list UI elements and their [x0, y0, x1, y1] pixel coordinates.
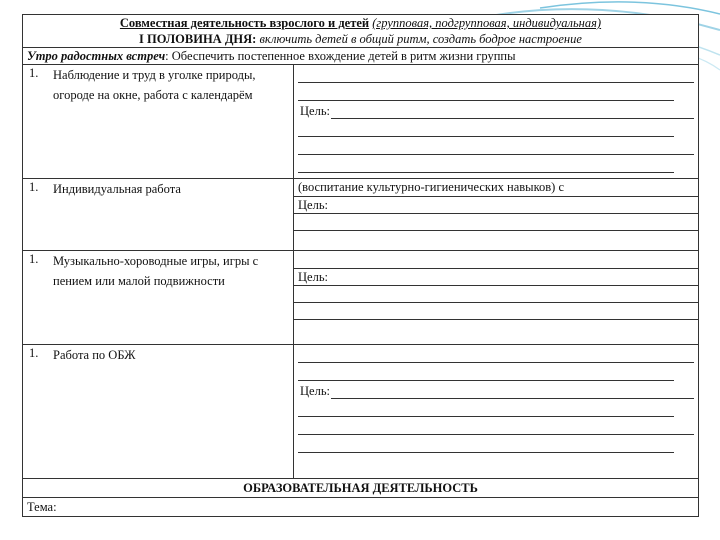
individual-note: (воспитание культурно-гигиенических навыков) с [298, 180, 564, 194]
goal-label: Цель: [300, 104, 330, 118]
educational-heading: ОБРАЗОВАТЕЛЬНАЯ ДЕЯТЕЛЬНОСТЬ [23, 479, 699, 498]
activity-title: Работа по ОБЖ [53, 348, 136, 362]
morning-label: Утро радостных встреч [27, 49, 166, 63]
topic-label: Тема: [23, 498, 699, 517]
plan-table [22, 14, 699, 517]
half-day-note: включить детей в общий ритм, создать бодрое настроение [259, 32, 582, 46]
half-day-title: I ПОЛОВИНА ДНЯ: [139, 32, 257, 46]
blank-line [294, 302, 698, 319]
fill-lines [298, 65, 694, 173]
section-title: Совместная деятельность взрослого и детей [119, 16, 370, 30]
blank-line [294, 285, 698, 302]
goal-label: Цель: [300, 384, 330, 398]
activity-number: 1. [29, 66, 39, 80]
morning-text: : Обеспечить постепенное вхождение детей в ритм жизни группы [165, 49, 516, 63]
activity-number: 1. [29, 346, 39, 360]
fill-lines [298, 345, 694, 453]
activity-number: 1. [29, 180, 39, 194]
blank-line [294, 213, 698, 230]
activity-row-music-games [23, 251, 699, 345]
activity-title: Наблюдение и труд в уголке природы, огороде на окне, работа с календарём [53, 68, 256, 102]
activity-row-safety [23, 345, 699, 479]
morning-row [23, 48, 699, 65]
section-title-note: (групповая, подгрупповая, индивидуальная) [372, 16, 602, 30]
topic-row [23, 498, 699, 517]
activity-title: Индивидуальная работа [53, 182, 181, 196]
activity-title: Музыкально-хороводные игры, игры с пением или малой подвижности [53, 254, 259, 288]
activity-row-individual [23, 179, 699, 251]
activity-row-nature [23, 65, 699, 179]
header-title-row [23, 15, 699, 48]
blank-line [294, 251, 698, 268]
blank-line [294, 230, 698, 249]
educational-heading-row [23, 479, 699, 498]
activity-number: 1. [29, 252, 39, 266]
goal-label: Цель: [294, 196, 698, 213]
blank-line [294, 319, 698, 337]
goal-label: Цель: [294, 268, 698, 285]
